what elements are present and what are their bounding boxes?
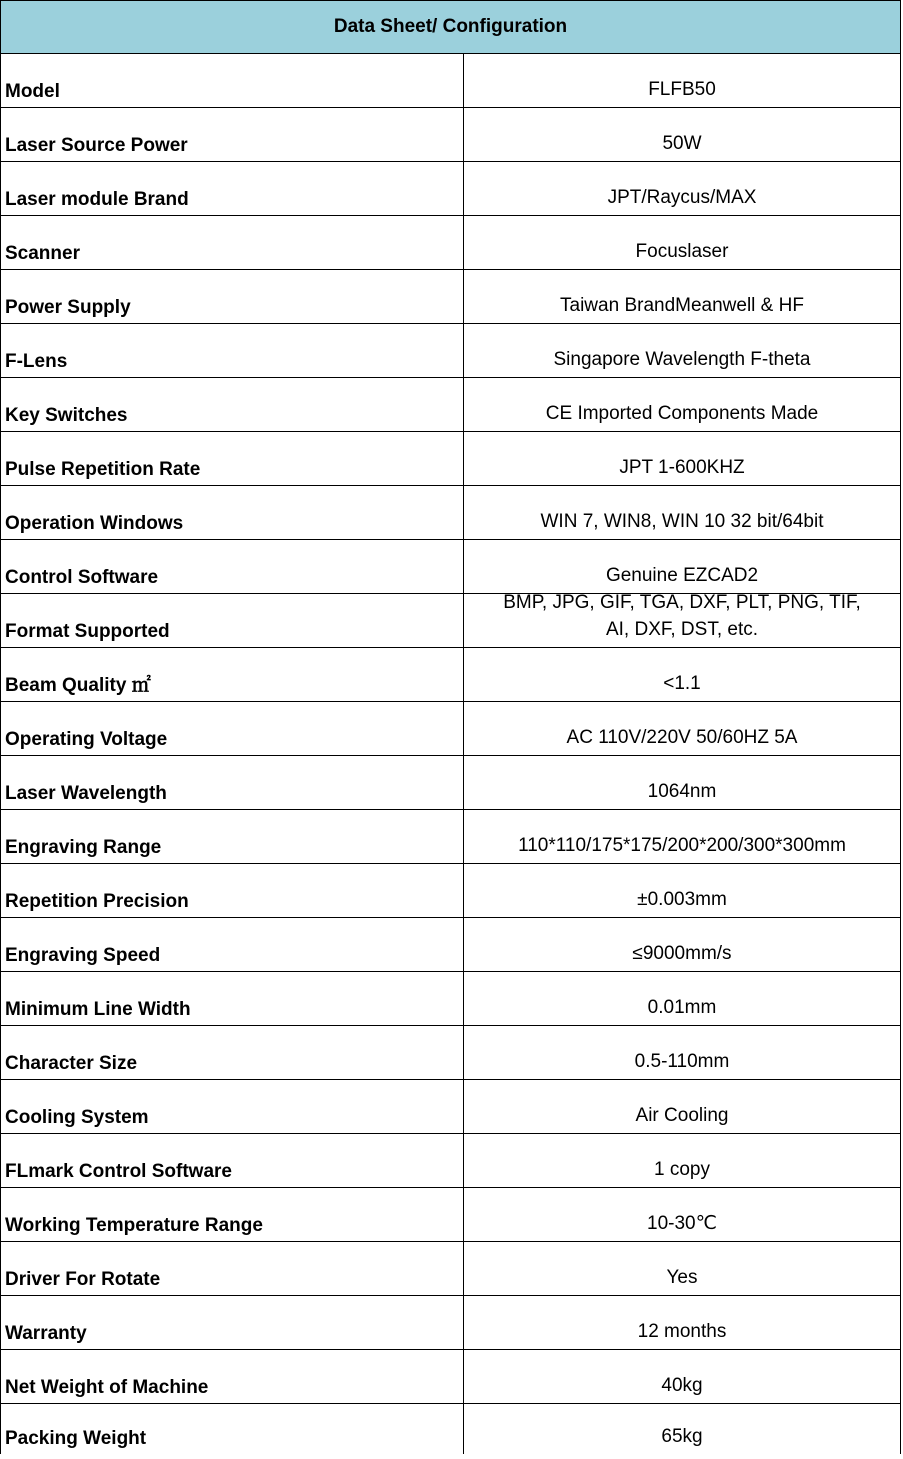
spec-value: 12 months [637,1321,727,1342]
spec-value: Taiwan BrandMeanwell & HF [560,295,804,316]
spec-value: 10-30℃ [647,1213,717,1234]
spec-value: Air Cooling [635,1105,729,1126]
table-row [1,702,900,756]
spec-value: 0.5-110mm [634,1051,730,1072]
spec-value: Genuine EZCAD2 [605,565,759,586]
spec-label: Laser Wavelength [1,756,464,809]
spec-label: Character Size [1,1026,464,1079]
spec-value: WIN 7, WIN8, WIN 10 32 bit/64bit [540,511,824,532]
spec-label: Warranty [1,1296,464,1349]
spec-label: Scanner [1,216,464,269]
table-row [1,972,900,1026]
table-row [1,486,900,540]
table-row [1,1080,900,1134]
table-row [1,1188,900,1242]
spec-value: <1.1 [663,673,701,694]
spec-label: Beam Quality ㎡ [1,648,464,701]
spec-value: 50W [662,133,702,154]
table-row [1,1134,900,1188]
spec-value: BMP, JPG, GIF, TGA, DXF, PLT, PNG, TIF, AI, DXF, DST, etc. [503,592,861,640]
spec-label: F-Lens [1,324,464,377]
table-row [1,432,900,486]
spec-value: Focuslaser [635,241,729,262]
spec-label: Model [1,54,464,107]
spec-label: Repetition Precision [1,864,464,917]
spec-label: Cooling System [1,1080,464,1133]
spec-value: Yes [666,1267,698,1288]
table-title: Data Sheet/ Configuration [1,0,900,54]
table-row [1,1350,900,1404]
table-row [1,1404,900,1454]
table-row [1,162,900,216]
table-row [1,1296,900,1350]
table-row [1,648,900,702]
spec-value: AC 110V/220V 50/60HZ 5A [566,727,798,748]
spec-label: Pulse Repetition Rate [1,432,464,485]
spec-label: Working Temperature Range [1,1188,464,1241]
spec-value: FLFB50 [648,79,716,100]
spec-value: 0.01mm [647,997,717,1018]
spec-value: JPT 1-600KHZ [619,457,745,478]
table-row [1,54,900,108]
spec-label: Driver For Rotate [1,1242,464,1295]
table-row [1,810,900,864]
spec-value: 110*110/175*175/200*200/300*300mm [518,835,846,856]
spec-label: Net Weight of Machine [1,1350,464,1403]
spec-value: Singapore Wavelength F-theta [553,349,811,370]
spec-value: JPT/Raycus/MAX [607,187,757,208]
table-row [1,1026,900,1080]
table-row [1,270,900,324]
table-row [1,540,900,594]
spec-label: Packing Weight [1,1404,464,1454]
spec-label: Laser module Brand [1,162,464,215]
table-row [1,378,900,432]
spec-label: Engraving Range [1,810,464,863]
table-row [1,108,900,162]
spec-label: Laser Source Power [1,108,464,161]
spec-value: 40kg [661,1375,703,1396]
spec-value: 1 copy [654,1159,710,1180]
spec-value: ±0.003mm [637,889,727,910]
table-row [1,756,900,810]
spec-rows [1,54,900,1454]
spec-label: Operation Windows [1,486,464,539]
table-row [1,324,900,378]
spec-label: Key Switches [1,378,464,431]
table-row [1,864,900,918]
table-row [1,216,900,270]
spec-value: 65kg [661,1426,703,1447]
spec-label: FLmark Control Software [1,1134,464,1187]
spec-label: Power Supply [1,270,464,323]
spec-value: ≤9000mm/s [632,943,732,964]
spec-value: 1064nm [647,781,717,802]
table-row [1,918,900,972]
spec-label: Control Software [1,540,464,593]
spec-label: Operating Voltage [1,702,464,755]
spec-label: Engraving Speed [1,918,464,971]
table-row [1,1242,900,1296]
spec-label: Format Supported [1,594,464,647]
spec-label: Minimum Line Width [1,972,464,1025]
table-row [1,594,900,648]
spec-value: CE Imported Components Made [545,403,819,424]
